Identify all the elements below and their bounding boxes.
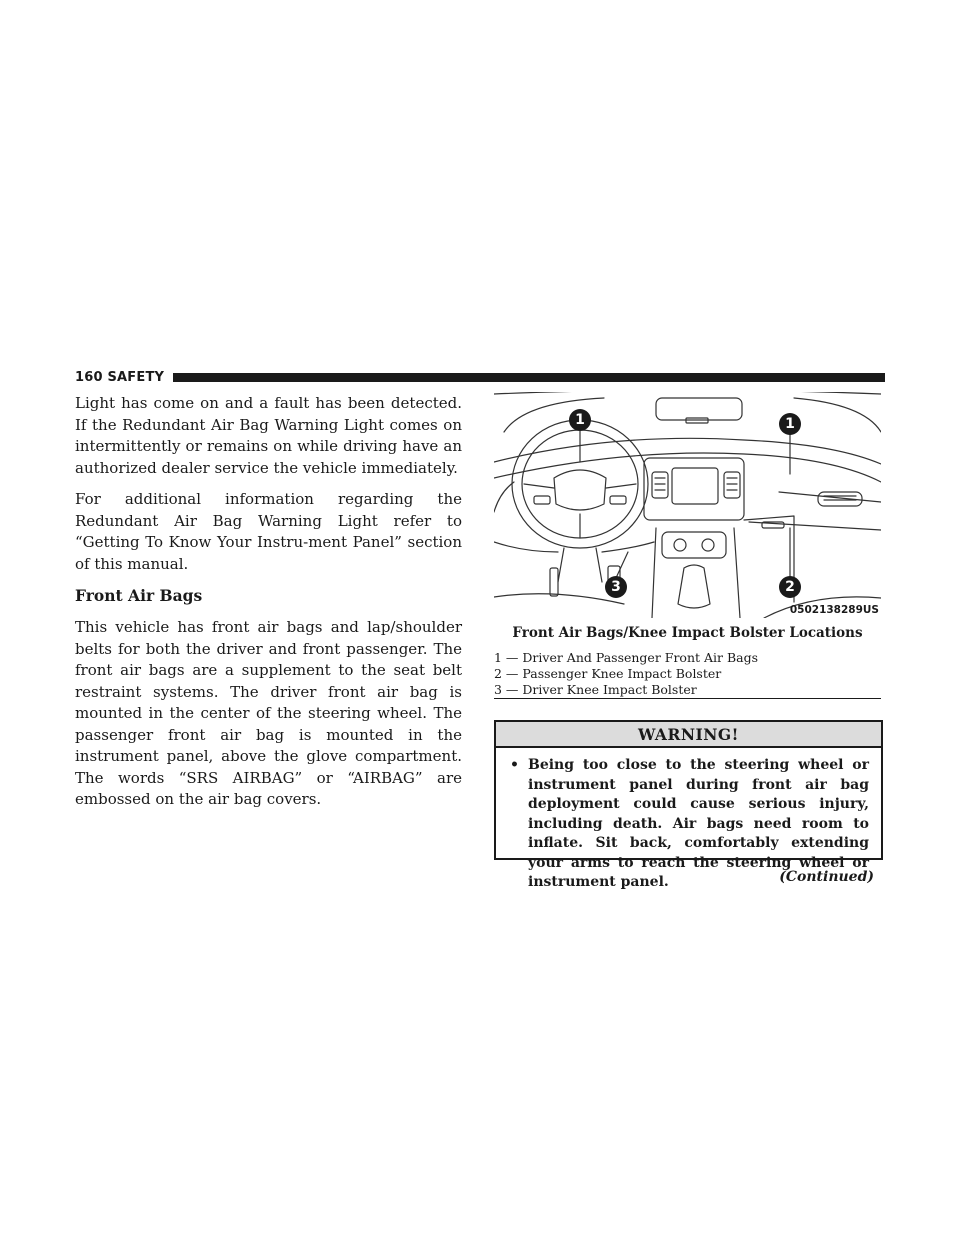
figure-caption: Front Air Bags/Knee Impact Bolster Locations [512,625,863,641]
left-column [75,393,462,821]
continued-note: (Continued) [779,869,874,885]
paragraph-additional-info: For additional information regarding the Redundant Air Bag Warning Light refer to “Getting To Know Your Instru-ment Panel” section of this manual. [75,490,462,573]
warning-title: WARNING! [496,722,881,748]
paragraph-front-air-bags: This vehicle has front air bags and lap/shoulder belts for both the driver and front passenger. The front air bags are a supplement to the seat belt restraint systems. The driver front air bag is mounted in the center of the steering wheel. The passenger front air bag is mounted in the instrument panel, above the glove compartment. The words “SRS AIRBAG” or “AIRBAG” are embossed on the air bag covers. [75,618,462,808]
callout-3: 3 [605,576,627,598]
page-header [75,370,885,386]
legend-item: 1 — Driver And Passenger Front Air Bags [494,650,759,665]
callout-1-driver: 1 [569,409,591,431]
callout-1-passenger: 1 [779,413,801,435]
warning-text: Being too close to the steering wheel or instrument panel during front air bag deployment could cause serious injury, including death. Air bags need room to inflate. Sit back, comfortably extending your arms to reach the steering wheel or instrument panel. [528,757,869,890]
section-heading: Front Air Bags [75,586,203,605]
legend-item: 2 — Passenger Knee Impact Bolster [494,666,722,681]
dashboard-illustration [494,392,881,618]
figure-code: 0502138289US [789,604,879,616]
bullet-icon: • [510,757,519,773]
paragraph-continued: Light has come on and a fault has been detected. If the Redundant Air Bag Warning Light comes on intermittently or remains on while driving have an authorized dealer service the vehicle immediately. [75,394,462,477]
header-rule [173,373,885,382]
legend-divider [494,698,881,699]
page-number-section: 160 SAFETY [75,370,165,385]
figure-legend [494,650,881,698]
callout-2: 2 [779,576,801,598]
legend-item: 3 — Driver Knee Impact Bolster [494,682,697,697]
